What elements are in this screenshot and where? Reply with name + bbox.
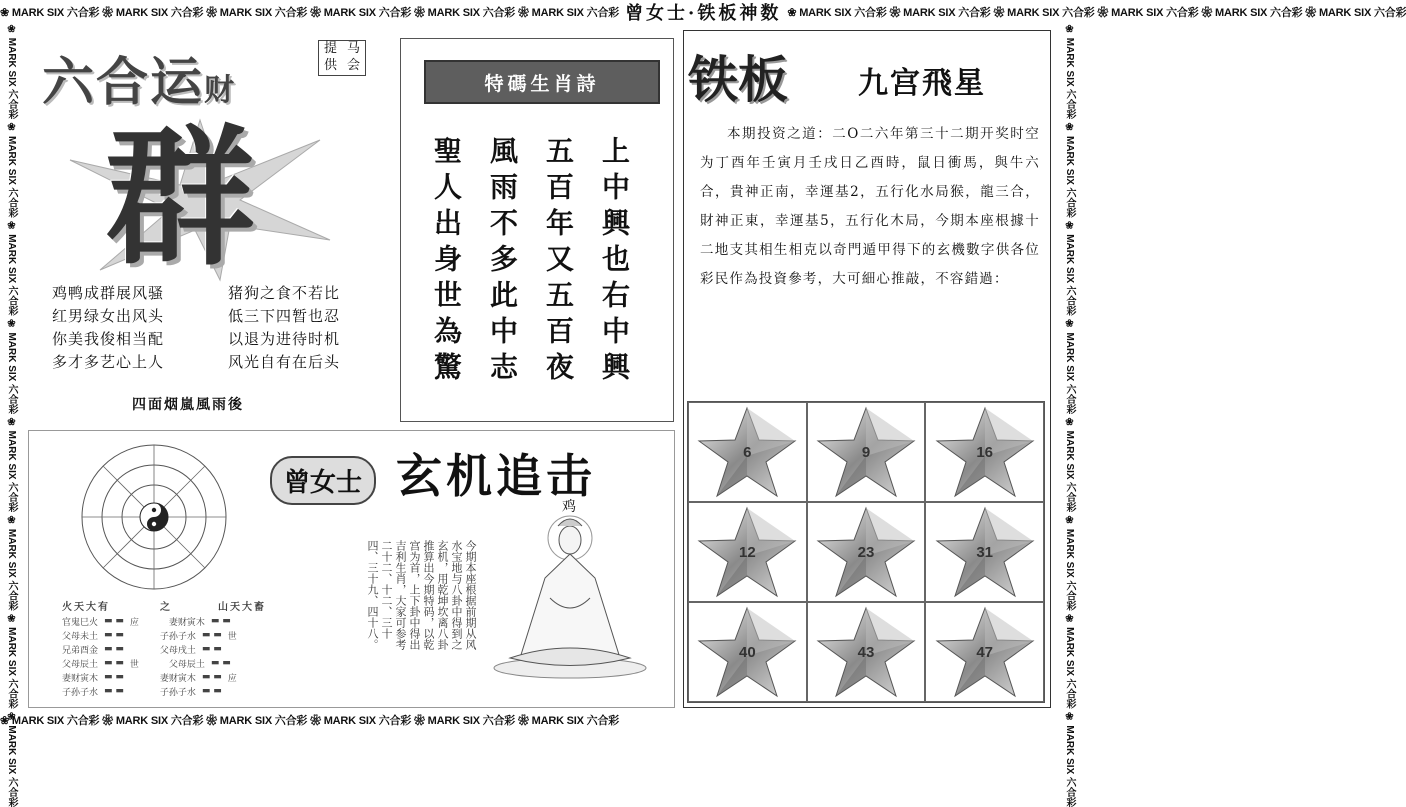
hexagram-right-line: 父母辰土 (168, 659, 205, 670)
hexagram-row (62, 684, 266, 698)
hexagram-right-line: 妻财寅木 (159, 673, 196, 684)
verse-line: 红男绿女出风头 (52, 307, 165, 325)
star-number: 12 (738, 543, 756, 561)
star-number: 16 (976, 443, 993, 461)
poem-column: 五百年又五百夜 (542, 136, 575, 388)
verse-line: 鸡鸭成群展风骚 (52, 284, 165, 302)
hexagram-row (62, 628, 266, 642)
hexagram-right-head: 山天大畜 (218, 601, 266, 613)
hexagram-left-line: 兄弟酉金 (62, 645, 99, 656)
star-cell (688, 502, 807, 602)
seal-char: 供 (323, 58, 337, 73)
poem-column: 上中興也右中興 (598, 136, 631, 388)
yao-line: ▬ ▬ (201, 686, 222, 696)
hexagram-right-line: 子孙子水 (159, 631, 196, 642)
hexagram-header (62, 598, 266, 612)
liuhe-title-main: 六合运 (42, 52, 205, 113)
seal-char: 马 (346, 41, 360, 56)
poem-columns (430, 136, 630, 388)
hexagram-right-line: 妻财寅木 (168, 617, 205, 628)
seal-char: 会 (346, 58, 360, 73)
yao-line: ▬ ▬ (210, 616, 231, 626)
bagua-wheel-icon (62, 442, 247, 592)
hexagram-left-line: 父母辰土 (62, 659, 99, 670)
star-number: 40 (738, 643, 756, 661)
top-border-band (0, 0, 1406, 24)
hexagram-row (62, 614, 266, 628)
star-number: 23 (857, 543, 875, 561)
xuanji-title (270, 440, 596, 506)
investment-text: 本期投资之道：二O二六年第三十二期开奖时空为丁酉年壬寅月壬戌日乙酉時，鼠日衝馬，與牛六合，貴神正南，幸運基2，五行化水局猴，龍三合，財神正東，幸運基5，五行化木局，今期本座根據十二地支其相生相克以奇門遁甲得下的玄機數字供各位彩民作為投資參考，大可細心推敲，不容錯過： (700, 126, 1040, 287)
star-number: 9 (861, 443, 871, 461)
star-cell (925, 502, 1044, 602)
poem-title: 特碼生肖詩 (424, 60, 660, 104)
hexagram-right-line: 父母戌土 (159, 645, 196, 656)
hexagram-row (62, 642, 266, 656)
big-character: 群 (105, 110, 256, 286)
star-number: 43 (857, 643, 875, 661)
hexagram-row (62, 656, 266, 670)
star-cell (925, 402, 1044, 502)
verse-line: 猪狗之食不若比 (228, 284, 341, 302)
verse-line: 低三下四暂也忍 (228, 307, 341, 325)
guanyin-figure-icon (490, 508, 650, 678)
star-cell (688, 402, 807, 502)
liuhe-title-small: 财 (204, 73, 237, 108)
yao-line: ▬ ▬ (104, 672, 124, 682)
band-tiles-bottom: ❀ MARK SIX 六合彩 ❀ MARK SIX 六合彩 ❀ MARK SIX 六合彩 ❀ MARK SIX 六合彩 ❀ MARK SIX 六合彩 ❀ MARK SIX 六合彩 (0, 715, 620, 727)
verse-line: 以退为进待时机 (228, 330, 341, 348)
band-tiles-left: ❀ MARK SIX 六合彩 ❀ MARK SIX 六合彩 ❀ MARK SIX 六合彩 ❀ MARK SIX 六合彩 ❀ MARK SIX 六合彩 ❀ MARK SIX 六合彩 (0, 7, 620, 19)
seal-mark (318, 40, 366, 76)
hexagram-left-mark: 应 (129, 617, 139, 628)
verse-line: 风光自有在后头 (228, 353, 341, 371)
vband-tiles-right: ❀ MARK SIX 六合彩 ❀ MARK SIX 六合彩 ❀ MARK SIX 六合彩 ❀ MARK SIX 六合彩 ❀ MARK SIX 六合彩 ❀ MARK SIX 六合彩 ❀ MARK SIX 六合彩 ❀ MARK SIX 六合彩 (1064, 24, 1075, 807)
tieban-title: 铁板 (688, 50, 788, 109)
page-title: 曾女士·铁板神数 (625, 3, 782, 24)
hexagram-right-mark: 世 (227, 631, 237, 642)
xuanji-text: 今期本座根据前期从风水宝地与八卦中得到之玄机，用乾坤坎离八卦推算出今期特码，以乾宫为首，上下卦中得出吉利生肖，大家可参考二十二、十二、三十四、三十九、四十八。 (366, 540, 477, 650)
liuhe-title (42, 40, 236, 115)
poem-column: 風雨不多此中志 (486, 136, 519, 388)
vband-tiles-left: ❀ MARK SIX 六合彩 ❀ MARK SIX 六合彩 ❀ MARK SIX 六合彩 ❀ MARK SIX 六合彩 ❀ MARK SIX 六合彩 ❀ MARK SIX 六合彩 ❀ MARK SIX 六合彩 ❀ MARK SIX 六合彩 (6, 24, 17, 807)
star-cell (807, 402, 926, 502)
hexagram-left-line: 妻财寅木 (62, 673, 99, 684)
right-border-band (1058, 24, 1080, 807)
yao-line: ▬ ▬ (104, 658, 124, 668)
hexagram-row (62, 670, 266, 684)
verse-line: 多才多艺心上人 (52, 353, 165, 371)
star-grid (687, 401, 1045, 703)
bottom-border-band (0, 708, 1080, 732)
verse-line: 你美我俊相当配 (52, 330, 165, 348)
star-cell (807, 502, 926, 602)
hexagram-mid-head: 之 (160, 601, 172, 613)
star-number: 47 (976, 643, 993, 661)
yao-line: ▬ ▬ (104, 630, 124, 640)
verse-right (228, 282, 340, 374)
star-number: 31 (976, 543, 993, 561)
seal-char: 提 (323, 41, 337, 56)
yao-line: ▬ ▬ (104, 686, 124, 696)
tieban-subtitle: 九宫飛星 (858, 66, 986, 101)
star-cell (925, 602, 1044, 702)
yao-line: ▬ ▬ (104, 616, 124, 626)
hexagram-left-line: 父母未土 (62, 631, 99, 642)
yao-line: ▬ ▬ (201, 630, 222, 640)
hexagram-left-line: 子孙子水 (62, 687, 99, 698)
verse-left (52, 282, 164, 374)
band-tiles-right: ❀ MARK SIX 六合彩 ❀ MARK SIX 六合彩 ❀ MARK SIX 六合彩 ❀ MARK SIX 六合彩 ❀ MARK SIX 六合彩 ❀ MARK SIX 六合彩 (787, 7, 1406, 19)
star-cell (807, 602, 926, 702)
verse-footer: 四面烟嵐風雨後 (132, 397, 244, 413)
yao-line: ▬ ▬ (201, 644, 222, 654)
hexagram-left-mark: 世 (129, 659, 139, 670)
star-cell (688, 602, 807, 702)
poem-column: 聖人出身世為驚 (430, 136, 463, 388)
hexagram-left-line: 官鬼巳火 (62, 617, 99, 628)
yao-line: ▬ ▬ (210, 658, 231, 668)
hexagram-right-mark: 应 (227, 673, 237, 684)
yao-line: ▬ ▬ (104, 644, 124, 654)
name-badge: 曾女士 (270, 456, 376, 505)
yao-line: ▬ ▬ (201, 672, 222, 682)
left-border-band (0, 24, 22, 807)
hexagram-right-line: 子孙子水 (159, 687, 196, 698)
zodiac-label: 鸡 (562, 499, 576, 515)
hexagram-left-head: 火天大有 (62, 601, 110, 613)
hexagram-table (62, 598, 266, 698)
star-number: 6 (743, 443, 752, 461)
xuanji-title-text: 玄机追击 (396, 449, 597, 503)
